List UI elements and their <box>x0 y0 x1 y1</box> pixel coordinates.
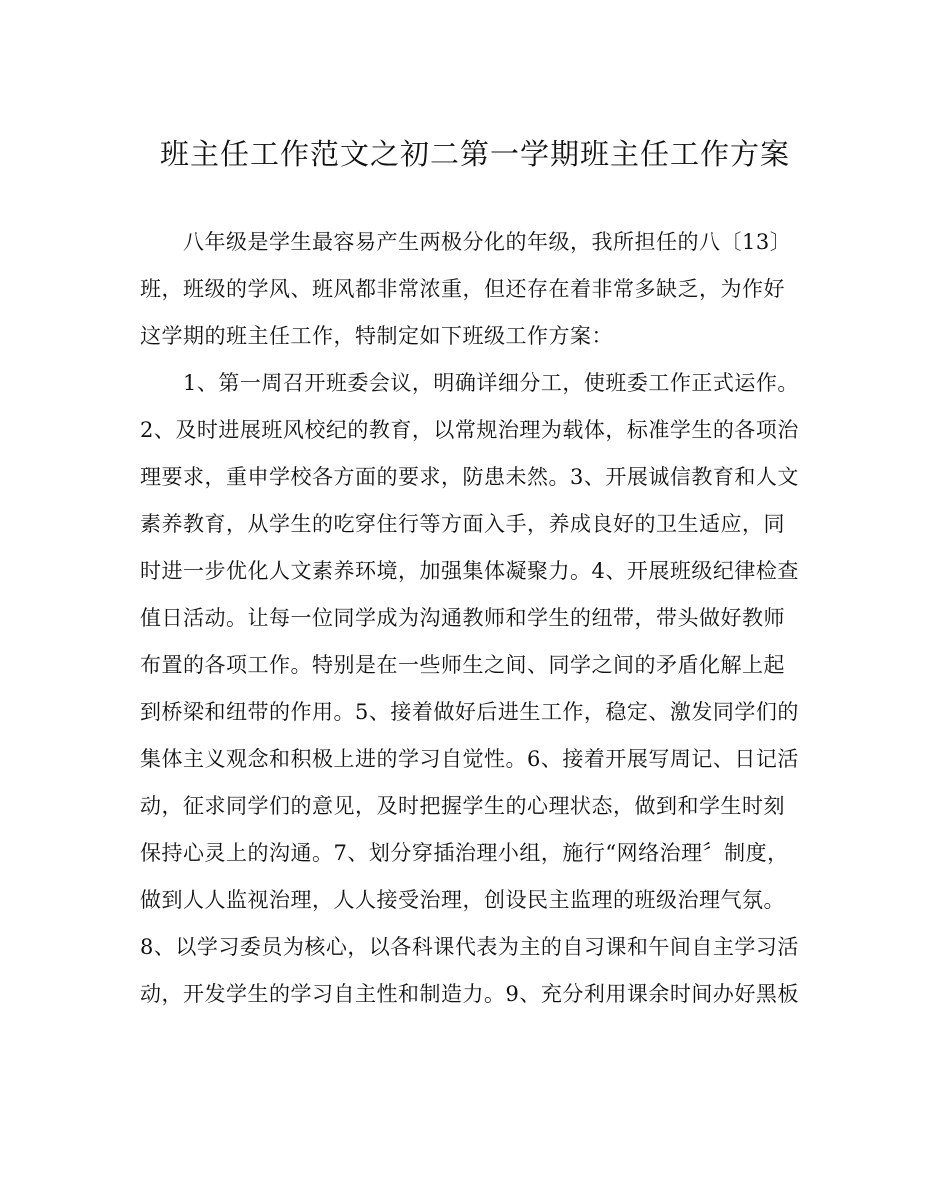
paragraph-line: 值日活动。让每一位同学成为沟通教师和学生的纽带，带头做好教师 <box>140 606 785 630</box>
paragraph-line: 2、及时进展班风校纪的教育，以常规治理为载体，标准学生的各项治 <box>140 418 799 442</box>
paragraph-line: 动，开发学生的学习自主性和制造力。9、充分利用课余时间办好黑板 <box>140 982 799 1006</box>
document-title: 班主任工作范文之初二第一学期班主任工作方案 <box>159 137 790 171</box>
paragraph-line: 集体主义观念和积极上进的学习自觉性。6、接着开展写周记、日记活 <box>140 747 799 771</box>
paragraph-line: 到桥梁和纽带的作用。5、接着做好后进生工作，稳定、激发同学们的 <box>140 700 799 724</box>
paragraph-line: 八年级是学生最容易产生两极分化的年级，我所担任的八〔13〕 <box>183 230 792 254</box>
paragraph-line: 做到人人监视治理，人人接受治理，创设民主监理的班级治理气氛。 <box>140 888 785 912</box>
paragraph-line: 素养教育，从学生的吃穿住行等方面入手，养成良好的卫生适应，同 <box>140 512 785 536</box>
paragraph-line: 8、以学习委员为核心，以各科课代表为主的自习课和午间自主学习活 <box>140 935 799 959</box>
paragraph-line: 布置的各项工作。特别是在一些师生之间、同学之间的矛盾化解上起 <box>140 653 785 677</box>
paragraph-line: 动，征求同学们的意见，及时把握学生的心理状态，做到和学生时刻 <box>140 794 785 818</box>
paragraph-line: 1、第一周召开班委会议，明确详细分工，使班委工作正式运作。 <box>183 371 799 395</box>
paragraph-line: 这学期的班主任工作，特制定如下班级工作方案： <box>140 324 613 348</box>
paragraph-line: 班，班级的学风、班风都非常浓重，但还存在着非常多缺乏，为作好 <box>140 277 785 301</box>
paragraph-line: 理要求，重申学校各方面的要求，防患未然。3、开展诚信教育和人文 <box>140 465 799 489</box>
paragraph-line: 时进一步优化人文素养环境，加强集体凝聚力。4、开展班级纪律检查 <box>140 559 799 583</box>
paragraph-line: 保持心灵上的沟通。7、划分穿插治理小组，施行“网络治理〞制度， <box>140 841 789 865</box>
